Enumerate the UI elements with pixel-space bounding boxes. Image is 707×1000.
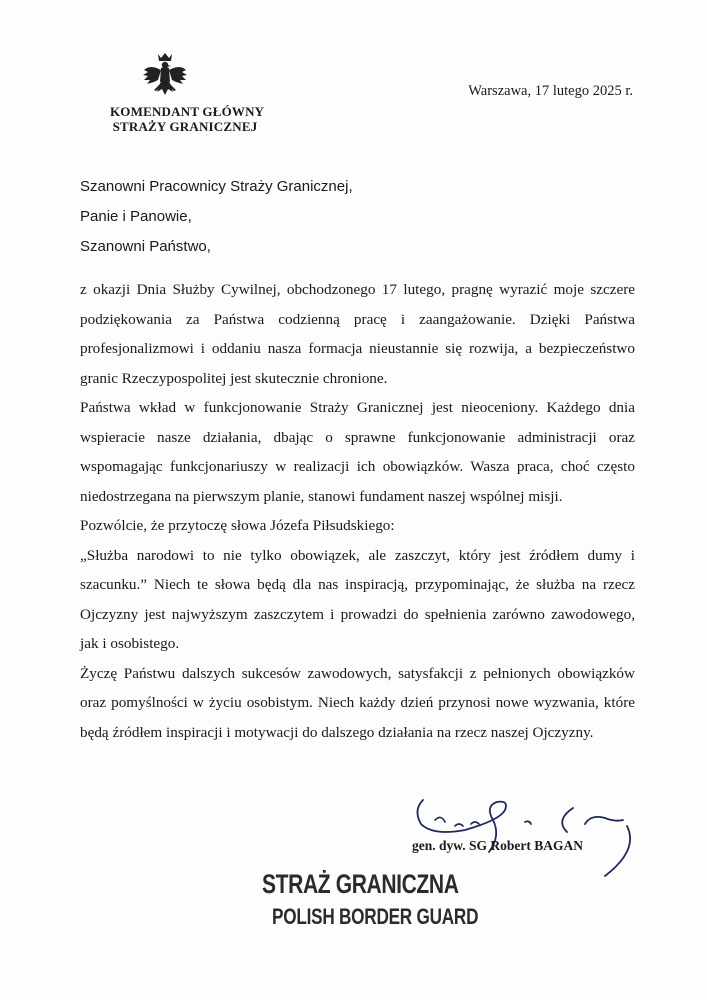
signer-name: gen. dyw. SG Robert BAGAN bbox=[412, 838, 584, 853]
salutation-line: Szanowni Państwo, bbox=[80, 238, 211, 255]
office-line-2: STRAŻY GRANICZNEJ bbox=[112, 119, 258, 134]
stamp-line-1: STRAŻ GRANICZNA bbox=[262, 869, 459, 899]
paragraph: „Służba narodowi to nie tylko obowiązek, ale zaszczyt, który jest źródłem dumy i szacunku.” Niech te słowa będą dla nas inspiracją, przypominając, że służba na rzecz Ojczyzny jest najwyższym zaszczytem i prowadzi do spełnienia zarówno zawodowego, jak i osobistego. bbox=[80, 546, 635, 652]
letter-body bbox=[80, 275, 635, 747]
office-line-1: KOMENDANT GŁÓWNY bbox=[110, 104, 265, 119]
salutations bbox=[80, 172, 353, 262]
place-date: Warszawa, 17 lutego 2025 r. bbox=[468, 83, 633, 99]
paragraph: Państwa wkład w funkcjonowanie Straży Granicznej jest nieoceniony. Każdego dnia wspieracie nasze działania, dbając o sprawne funkcjonowanie administracji oraz wspomagając funkcjonariuszy w realizacji ich obowiązków. Wasza praca, choć często niedostrzegana na pierwszym planie, stanowi fundament naszej wspólnej misji. bbox=[80, 399, 635, 505]
salutation-line: Panie i Panowie, bbox=[80, 208, 192, 225]
paragraph: z okazji Dnia Służby Cywilnej, obchodzonego 17 lutego, pragnę wyrazić moje szczere podziękowania za Państwa codzienną pracę i zaangażowanie. Dzięki Państwa profesjonalizmowi i oddaniu nasza formacja nieustannie się rozwija, a bezpieczeństwo granic Rzeczypospolitej jest skutecznie chronione. bbox=[80, 281, 635, 387]
polish-eagle-emblem-icon bbox=[140, 50, 190, 102]
paragraph: Pozwólcie, że przytoczę słowa Józefa Piłsudskiego: bbox=[80, 517, 395, 534]
salutation-line: Szanowni Pracownicy Straży Granicznej, bbox=[80, 178, 353, 195]
paragraph: Życzę Państwu dalszych sukcesów zawodowych, satysfakcji z pełnionych obowiązków oraz pomyślności w życiu osobistym. Niech każdy dzień przynosi nowe wyzwania, które będą źródłem inspiracji i motywacji do dalszego działania na rzecz naszej Ojczyzny. bbox=[80, 664, 635, 741]
office-heading bbox=[110, 104, 265, 134]
stamp-line-2: POLISH BORDER GUARD bbox=[272, 904, 479, 929]
institution-stamp bbox=[262, 866, 479, 932]
